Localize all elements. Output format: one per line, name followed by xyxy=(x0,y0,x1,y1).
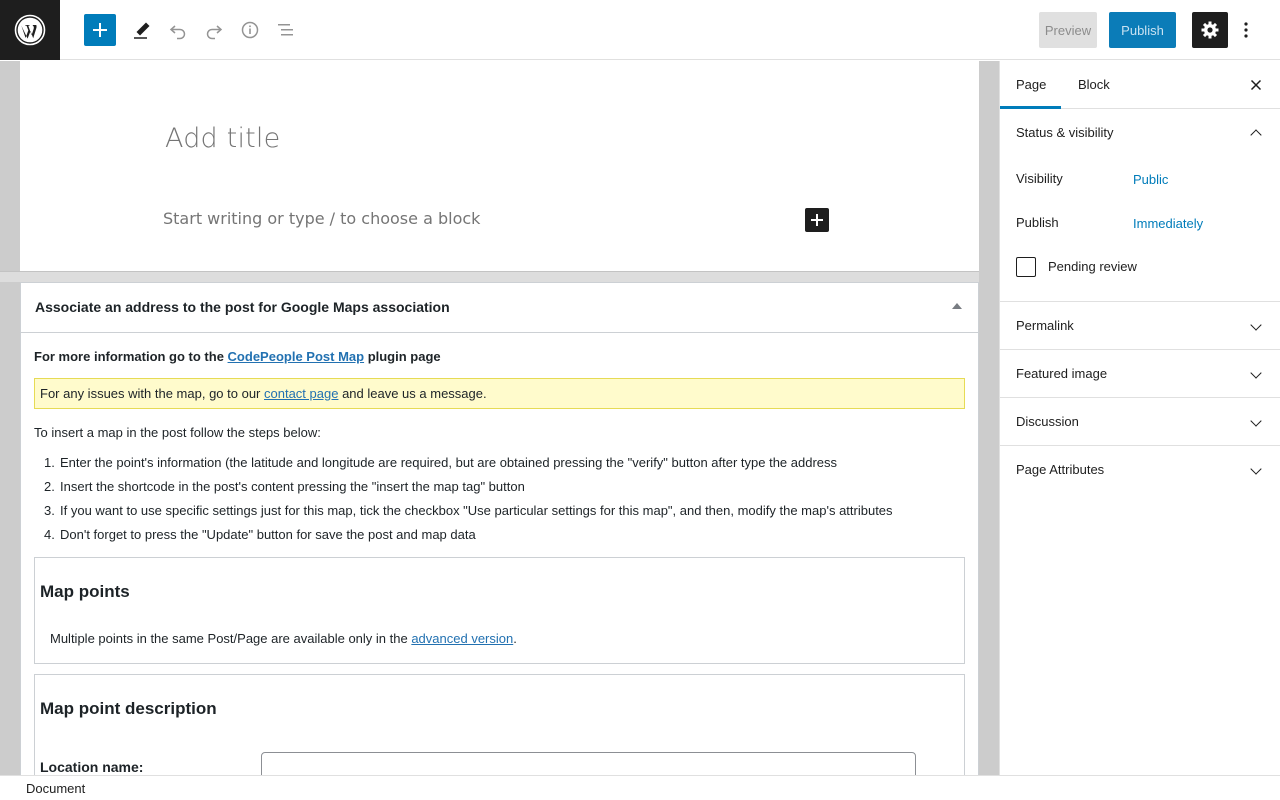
step-number: 3. xyxy=(44,503,55,518)
steps-intro: To insert a map in the post follow the steps below: xyxy=(34,425,321,440)
block-breadcrumb-footer xyxy=(0,775,1280,800)
block-inserter-button[interactable] xyxy=(84,14,116,46)
contact-page-link[interactable]: contact page xyxy=(264,386,339,401)
notice-prefix: For any issues with the map, go to our xyxy=(40,386,264,401)
more-vertical-icon xyxy=(1243,20,1249,40)
undo-button[interactable] xyxy=(162,12,194,48)
support-notice xyxy=(34,378,965,409)
status-visibility-panel xyxy=(1000,109,1280,302)
wordpress-logo-button[interactable] xyxy=(0,0,60,60)
plus-icon xyxy=(92,22,108,38)
pending-review-checkbox[interactable] xyxy=(1016,257,1036,277)
list-view-button[interactable] xyxy=(270,12,302,48)
status-visibility-toggle[interactable]: Status & visibility xyxy=(1016,125,1114,140)
collapse-toggle-icon[interactable] xyxy=(952,303,962,309)
page-attributes-title: Page Attributes xyxy=(1016,462,1105,477)
step-number: 4. xyxy=(44,527,55,542)
map-points-suffix: . xyxy=(513,631,517,646)
editor-area xyxy=(0,61,999,775)
step-text: Insert the shortcode in the post's content pressing the "insert the map tag" button xyxy=(60,479,525,494)
gear-icon xyxy=(1200,20,1220,40)
more-info-text xyxy=(34,349,441,364)
more-options-button[interactable] xyxy=(1232,12,1260,48)
list-item xyxy=(34,501,893,525)
location-name-input[interactable] xyxy=(261,752,916,775)
steps-list xyxy=(34,453,893,549)
page-attributes-panel[interactable] xyxy=(1000,446,1280,494)
redo-icon xyxy=(204,20,224,40)
breadcrumb-document[interactable]: Document xyxy=(26,781,86,796)
tools-edit-button[interactable] xyxy=(126,12,158,48)
visibility-value-button[interactable]: Public xyxy=(1133,172,1169,187)
map-points-heading: Map points xyxy=(40,582,130,601)
more-info-prefix: For more information go to the xyxy=(34,349,228,364)
google-maps-metabox xyxy=(20,282,979,775)
editor-scrollbar[interactable] xyxy=(979,61,999,775)
advanced-version-link[interactable]: advanced version xyxy=(411,631,514,646)
map-points-prefix: Multiple points in the same Post/Page are available only in the xyxy=(50,631,412,646)
meta-boxes-resize-handle[interactable] xyxy=(0,271,999,282)
close-sidebar-button[interactable] xyxy=(1248,77,1264,93)
list-item xyxy=(34,453,893,477)
chevron-down-icon xyxy=(1250,319,1261,330)
location-name-label: Location name: xyxy=(40,759,144,775)
publish-date-button[interactable]: Immediately xyxy=(1133,216,1204,231)
list-view-icon xyxy=(276,20,296,40)
redo-button[interactable] xyxy=(198,12,230,48)
editor-canvas xyxy=(20,61,979,271)
permalink-panel[interactable] xyxy=(1000,302,1280,350)
pencil-icon xyxy=(132,20,152,40)
details-button[interactable] xyxy=(234,12,266,48)
wordpress-icon xyxy=(14,14,46,46)
visibility-label: Visibility xyxy=(1016,171,1063,186)
step-text: Don't forget to press the "Update" button for save the post and map data xyxy=(60,527,476,542)
preview-button[interactable]: Preview xyxy=(1039,12,1097,48)
undo-icon xyxy=(168,20,188,40)
settings-sidebar xyxy=(999,61,1280,775)
tab-block[interactable]: Block xyxy=(1078,77,1110,92)
notice-suffix: and leave us a message. xyxy=(338,386,487,401)
post-title-input[interactable]: Add title xyxy=(165,123,281,154)
sidebar-tabs xyxy=(1000,61,1280,109)
permalink-title: Permalink xyxy=(1016,318,1074,333)
step-text: If you want to use specific settings just for this map, tick the checkbox "Use particular settings for this map", and then, modify the map's attributes xyxy=(60,503,893,518)
metabox-title: Associate an address to the post for Google Maps association xyxy=(35,299,450,315)
step-number: 2. xyxy=(44,479,55,494)
discussion-title: Discussion xyxy=(1016,414,1079,429)
step-text: Enter the point's information (the latitude and longitude are required, but are obtained pressing the "verify" button after type the address xyxy=(60,455,838,470)
chevron-down-icon xyxy=(1250,463,1261,474)
publish-button[interactable]: Publish xyxy=(1109,12,1176,48)
featured-image-panel[interactable] xyxy=(1000,350,1280,398)
more-info-suffix: plugin page xyxy=(364,349,441,364)
publish-label: Publish xyxy=(1016,215,1059,230)
chevron-down-icon xyxy=(1250,367,1261,378)
codepeople-link[interactable]: CodePeople Post Map xyxy=(227,349,365,364)
map-point-description-heading: Map point description xyxy=(40,699,217,718)
map-points-section xyxy=(34,557,965,664)
editor-header xyxy=(0,0,1280,60)
pending-review-label[interactable]: Pending review xyxy=(1048,259,1137,274)
settings-button[interactable] xyxy=(1192,12,1228,48)
map-point-description-section xyxy=(34,674,965,775)
list-item xyxy=(34,525,893,549)
chevron-down-icon xyxy=(1250,415,1261,426)
close-icon xyxy=(1248,77,1264,93)
metabox-header[interactable] xyxy=(21,283,978,333)
plus-icon xyxy=(810,213,824,227)
discussion-panel[interactable] xyxy=(1000,398,1280,446)
add-block-button[interactable] xyxy=(805,208,829,232)
list-item xyxy=(34,477,893,501)
default-block-appender[interactable]: Start writing or type / to choose a block xyxy=(163,209,481,228)
chevron-up-icon[interactable] xyxy=(1250,129,1261,140)
info-icon xyxy=(240,20,260,40)
map-points-text xyxy=(50,631,517,646)
featured-image-title: Featured image xyxy=(1016,366,1108,381)
step-number: 1. xyxy=(44,455,55,470)
tab-page[interactable]: Page xyxy=(1016,77,1047,92)
